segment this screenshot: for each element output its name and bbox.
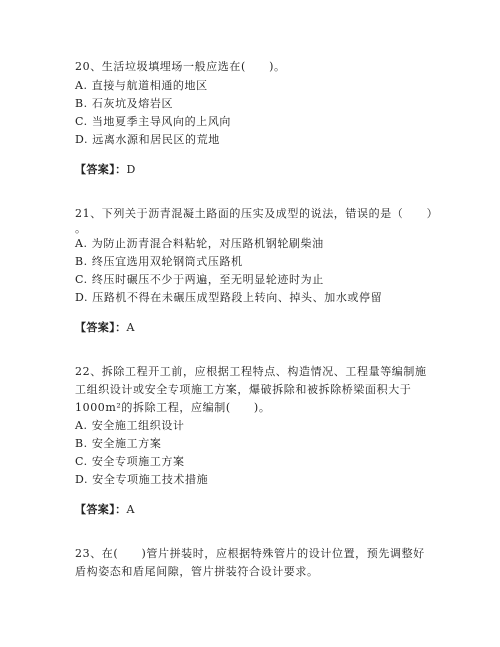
question-22-option-a: A. 安全施工组织设计 [75, 419, 185, 432]
question-21-answer [75, 321, 135, 335]
question-22-stem-line-1: 22、拆除工程开工前，应根据工程特点、构造情况、工程量等编制施 [75, 365, 427, 378]
question-22-stem-line-2: 工组织设计或安全专项施工方案，爆破拆除和被拆除桥梁面积大于 [75, 383, 412, 396]
question-22-stem-line-3: 1000m²的拆除工程，应编制( )。 [75, 401, 271, 414]
question-23-stem-line-2: 盾构姿态和盾尾间隙，管片拼装符合设计要求。 [75, 565, 319, 578]
question-23-stem-line-1: 23、在( )管片拼装时，应根据特殊管片的设计位置，预先调整好 [75, 547, 425, 560]
answer-value: A [126, 503, 135, 516]
question-20-option-c: C. 当地夏季主导风向的上风向 [75, 115, 232, 128]
question-21-option-d: D. 压路机不得在未碾压成型路段上转向、掉头、加水或停留 [75, 291, 383, 304]
question-21-stem-line-2: 。 [75, 222, 87, 235]
question-20-answer [75, 163, 136, 177]
question-21-option-b: B. 终压宜选用双轮钢筒式压路机 [75, 255, 243, 268]
answer-value: A [126, 321, 135, 334]
question-22-option-d: D. 安全专项施工技术措施 [75, 473, 209, 486]
question-20-option-a: A. 直接与航道相通的地区 [75, 79, 208, 92]
question-21-option-c: C. 终压时碾压不少于两遍，至无明显轮迹时为止 [75, 273, 324, 286]
question-22-option-b: B. 安全施工方案 [75, 437, 162, 450]
question-20-option-b: B. 石灰坑及熔岩区 [75, 97, 174, 110]
answer-label: 【答案】： [75, 163, 127, 176]
question-21-option-a: A. 为防止沥青混合料粘轮，对压路机钢轮刷柴油 [75, 237, 324, 250]
question-22-answer [75, 503, 135, 517]
question-22-option-c: C. 安全专项施工方案 [75, 455, 185, 468]
answer-label: 【答案】： [75, 321, 127, 334]
question-20-option-d: D. 远离水源和居民区的荒地 [75, 133, 220, 146]
question-20-stem: 20、生活垃圾填埋场一般应选在( )。 [75, 60, 286, 73]
answer-value: D [126, 163, 136, 176]
answer-label: 【答案】： [75, 503, 127, 516]
question-21-stem-line-1: 21、下列关于沥青混凝土路面的压实及成型的说法，错误的是（ ） [75, 207, 439, 220]
